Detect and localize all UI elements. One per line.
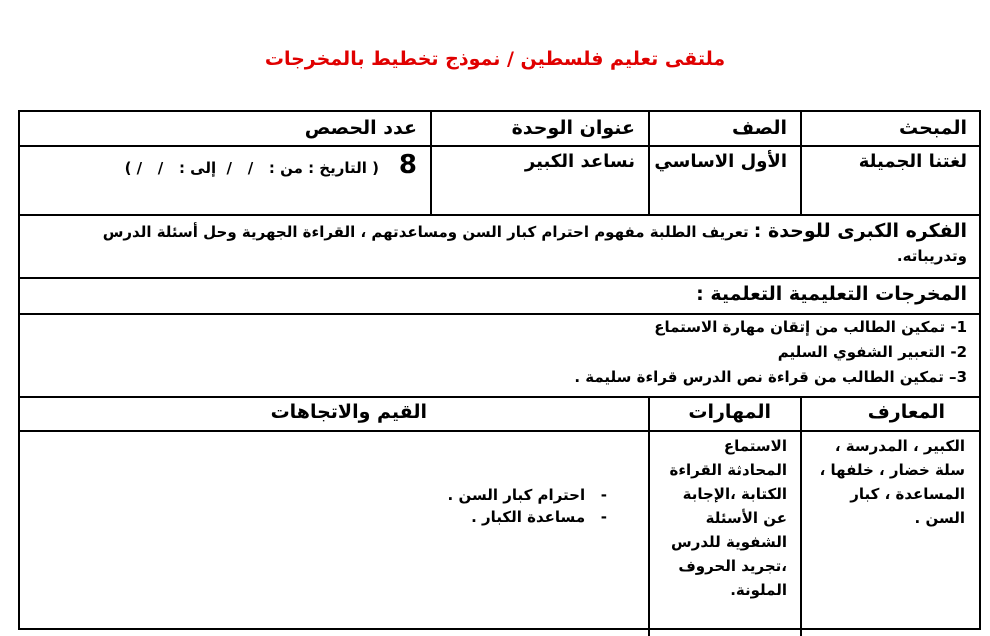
outcomes-label: المخرجات التعليمية التعلمية :: [696, 283, 967, 305]
big-idea: [16, 217, 979, 267]
row-divider: [20, 145, 979, 147]
value-item: - مساعدة الكبار .: [471, 508, 607, 526]
value-item: - احترام كبار السن .: [447, 486, 607, 504]
grade-value: الأول الاساسي: [654, 151, 787, 172]
big-idea-label: الفكره الكبرى للوحدة :: [753, 220, 967, 242]
outcome-item: 1- تمكين الطالب من إتقان مهارة الاستماع: [654, 318, 967, 336]
subject-value: لغتنا الجميلة: [858, 151, 967, 172]
unit-title-header: عنوان الوحدة: [511, 117, 635, 139]
row-divider: [20, 313, 979, 315]
planning-table: [18, 110, 981, 630]
unit-title-value: نساعد الكبير: [524, 151, 635, 172]
subject-header: المبحث: [899, 117, 967, 139]
knowledge-content: الكبير ، المدرسة ، سلة خضار ، خلفها ، المساعدة ، كبار السن .: [819, 437, 965, 527]
page-title: ملتقى تعليم فلسطين / نموذج تخطيط بالمخرجات: [264, 48, 726, 70]
periods-count: 8: [398, 150, 417, 180]
skills-header: المهارات: [688, 401, 771, 423]
values-header: القيم والاتجاهات: [270, 401, 427, 423]
skills-content: الاستماع المحادثة القراءة الكتابة ،الإجابة عن الأسئلة الشفوية للدرس ،تجريد الحروف الملونة.: [669, 437, 787, 599]
row-divider: [20, 277, 979, 279]
date-range: ( التاريخ : من : / / إلى : / / ): [124, 159, 379, 177]
knowledge-header: المعارف: [867, 401, 945, 423]
outcomes-list: [16, 317, 979, 387]
big-idea-text: تعريف الطلبة مفهوم احترام كبار السن ومساعدتهم ، القراءة الجهرية وحل أسئلة الدرس وتدريباته.: [102, 223, 967, 265]
row-divider: [20, 430, 979, 432]
outcome-item: 2- التعبير الشفوي السليم: [777, 343, 967, 361]
row-divider: [20, 214, 979, 216]
outcome-item: 3– تمكين الطالب من قراءة نص الدرس قراءة سليمة .: [574, 368, 967, 386]
values-list: [16, 484, 645, 528]
periods-header: عدد الحصص: [304, 117, 417, 139]
grade-header: الصف: [732, 117, 787, 139]
